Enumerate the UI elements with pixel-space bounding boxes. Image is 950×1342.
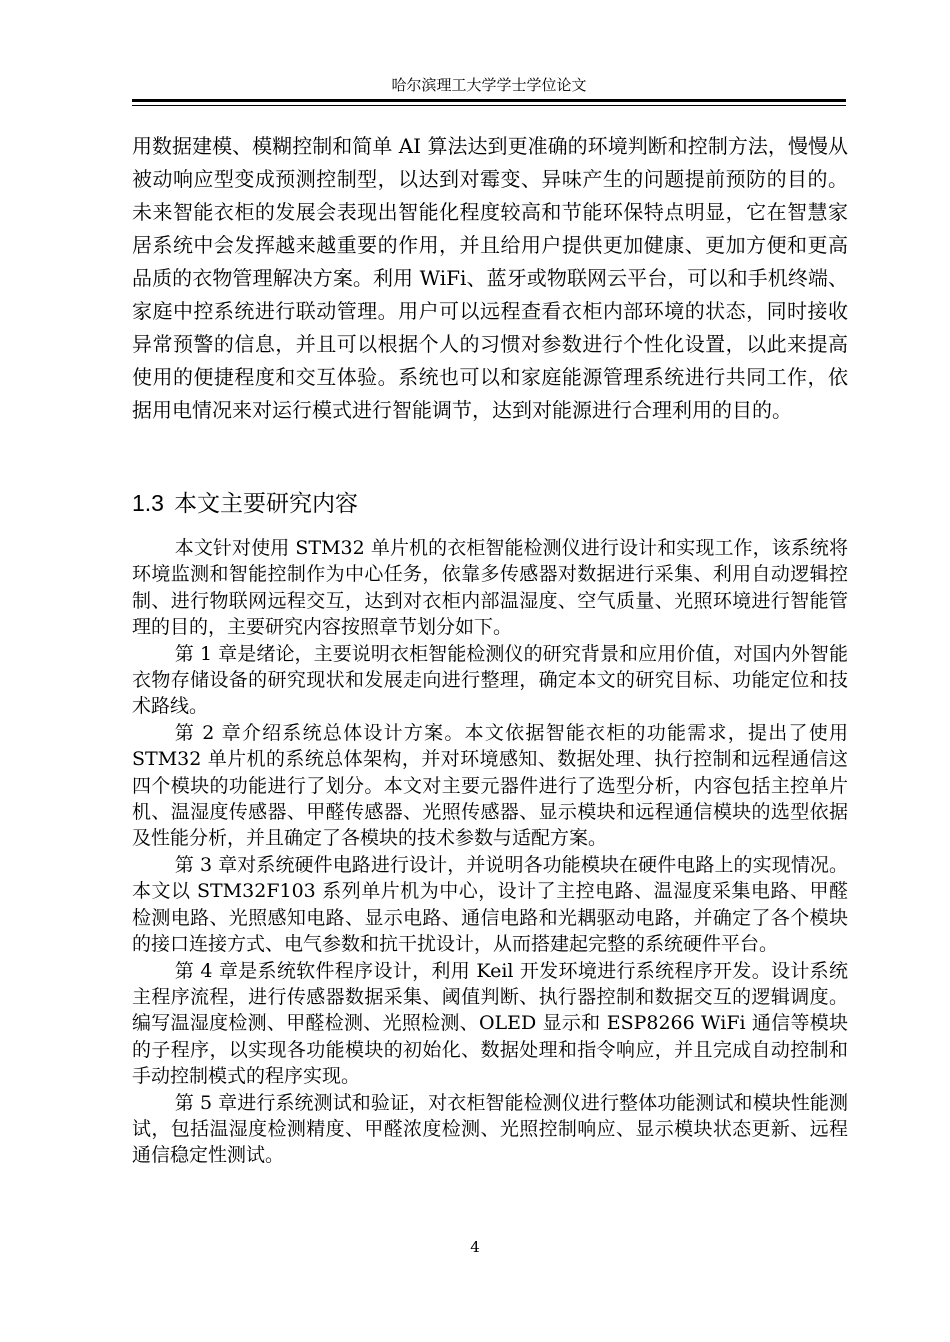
running-header: 哈尔滨理工大学学士学位论文 <box>391 76 587 94</box>
section-body <box>132 535 848 1169</box>
body-paragraph: 第 5 章进行系统测试和验证，对衣柜智能检测仪进行整体功能测试和模块性能测试，包括温湿度检测精度、甲醛浓度检测、光照控制响应、显示模块状态更新、远程通信稳定性测试。 <box>132 1091 848 1167</box>
body-paragraph: 第 2 章介绍系统总体设计方案。本文依据智能衣柜的功能需求，提出了使用 STM32 单片机的系统总体架构，并对环境感知、数据处理、执行控制和远程通信这四个模块的功能进行了划分。本文对主要元器件进行了选型分析，内容包括主控单片机、温湿度传感器、甲醛传感器、光照传感器、显示模块和远程通信模块的选型依据及性能分析，并且确定了各模块的技术参数与适配方案。 <box>132 721 848 850</box>
body-paragraph: 第 1 章是绪论，主要说明衣柜智能检测仪的研究背景和应用价值，对国内外智能衣物存储设备的研究现状和发展走向进行整理，确定本文的研究目标、功能定位和技术路线。 <box>132 642 848 718</box>
intro-paragraph: 用数据建模、模糊控制和简单 AI 算法达到更准确的环境判断和控制方法，慢慢从被动响应型变成预测控制型，以达到对霉变、异味产生的问题提前预防的目的。未来智能衣柜的发展会表现出智能化程度较高和节能环保特点明显，它在智慧家居系统中会发挥越来越重要的作用，并且给用户提供更加健康、更加方便和更高品质的衣物管理解决方案。利用 WiFi、蓝牙或物联网云平台，可以和手机终端、家庭中控系统进行联动管理。用户可以远程查看衣柜内部环境的状态，同时接收异常预警的信息，并且可以根据个人的习惯对参数进行个性化设置，以此来提高使用的便捷程度和交互体验。系统也可以和家庭能源管理系统进行共同工作，依据用电情况来对运行模式进行智能调节，达到对能源进行合理利用的目的。 <box>132 134 848 422</box>
section-heading <box>132 483 358 524</box>
page-number: 4 <box>470 1238 480 1256</box>
header-rule-thick <box>132 99 846 102</box>
body-paragraph: 第 4 章是系统软件程序设计，利用 Keil 开发环境进行系统程序开发。设计系统主程序流程，进行传感器数据采集、阈值判断、执行器控制和数据交互的逻辑调度。编写温湿度检测、甲醛检测、光照检测、OLED 显示和 ESP8266 WiFi 通信等模块的子程序，以实现各功能模块的初始化、数据处理和指令响应，并且完成自动控制和手动控制模式的程序实现。 <box>132 959 848 1088</box>
header-rule-thin <box>132 105 846 106</box>
body-paragraph: 第 3 章对系统硬件电路进行设计，并说明各功能模块在硬件电路上的实现情况。本文以 STM32F103 系列单片机为中心，设计了主控电路、温湿度采集电路、甲醛检测电路、光照感知电路、显示电路、通信电路和光耦驱动电路，并确定了各个模块的接口连接方式、电气参数和抗干扰设计，从而搭建起完整的系统硬件平台。 <box>132 853 848 956</box>
section-title: 本文主要研究内容 <box>173 491 358 517</box>
section-number: 1.3 <box>132 490 164 516</box>
body-paragraph: 本文针对使用 STM32 单片机的衣柜智能检测仪进行设计和实现工作，该系统将环境监测和智能控制作为中心任务，依靠多传感器对数据进行采集、利用自动逻辑控制、进行物联网远程交互，达到对衣柜内部温湿度、空气质量、光照环境进行智能管理的目的，主要研究内容按照章节划分如下。 <box>132 537 848 639</box>
